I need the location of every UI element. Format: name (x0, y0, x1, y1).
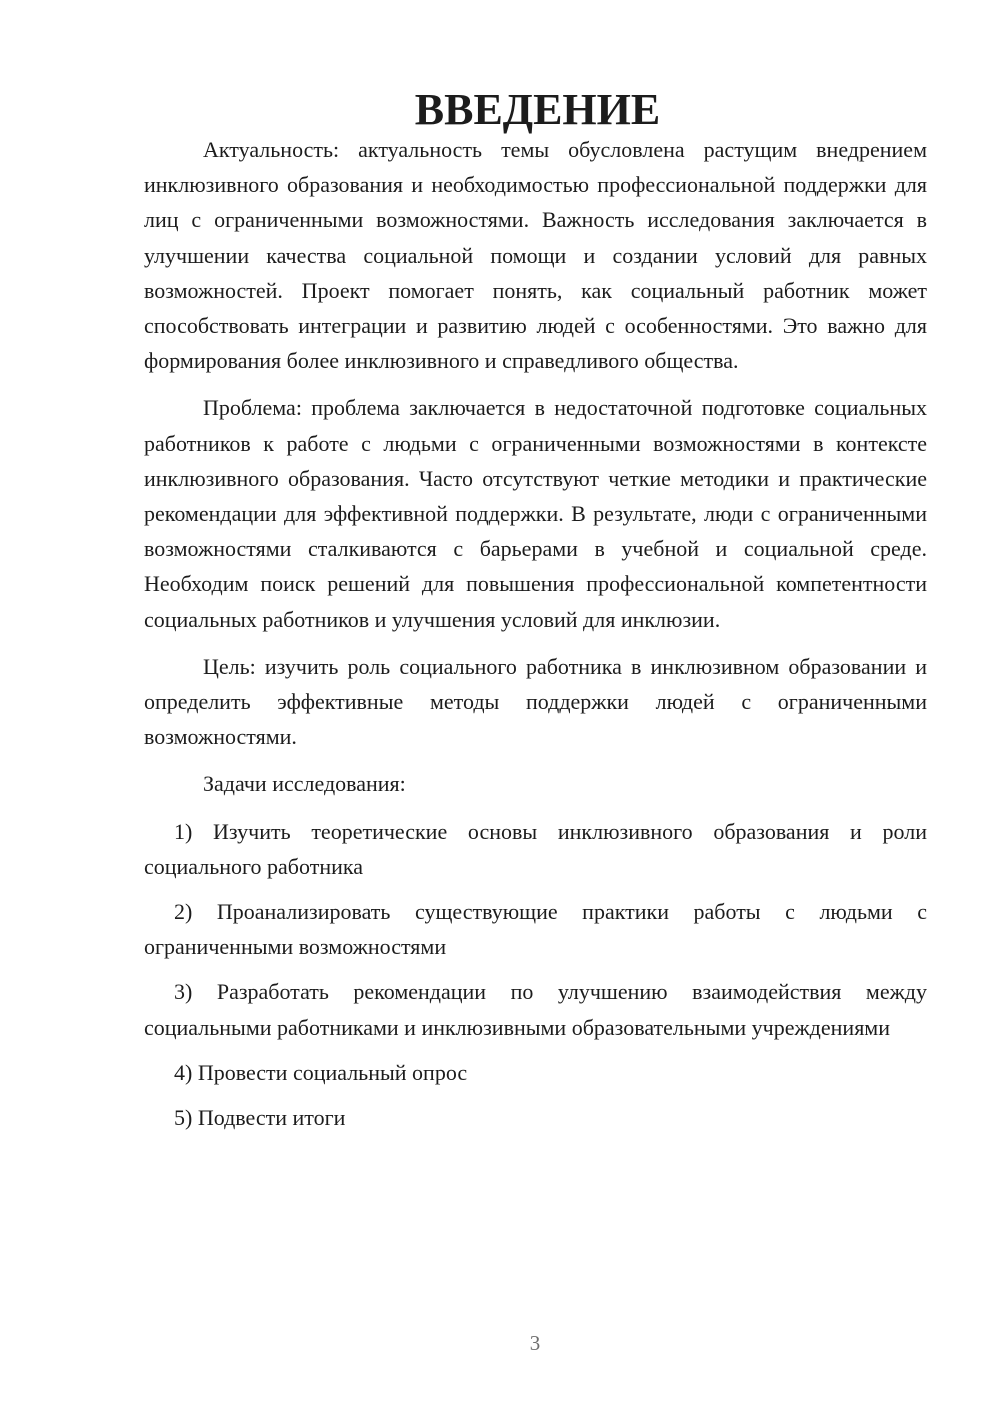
paragraph-goal: Цель: изучить роль социального работника в инклюзивном образовании и определить эффективные методы поддержки людей с ограниченными возможностями. (144, 653, 927, 750)
section-title: ВВЕДЕНИЕ (414, 85, 661, 134)
task-item-5: 5) Подвести итоги (174, 1105, 346, 1131)
task-item-1: 1) Изучить теоретические основы инклюзивного образования и роли социального работника (144, 818, 927, 879)
task-item-2: 2) Проанализировать существующие практики работы с людьми с ограниченными возможностями (144, 899, 927, 960)
task-item-4: 4) Провести социальный опрос (174, 1059, 468, 1085)
task-item-3: 3) Разработать рекомендации по улучшению взаимодействия между социальными работниками и инклюзивными образовательными учреждениями (144, 979, 927, 1040)
page-number: 3 (529, 1331, 541, 1355)
document-page (144, 85, 927, 1145)
paragraph-tasks-heading: Задачи исследования: (203, 771, 406, 797)
paragraph-problem: Проблема: проблема заключается в недостаточной подготовке социальных работников к работе с людьми с ограниченными возможностями в контексте инклюзивного образования. Часто отсутствуют четкие методики и практические рекомендации для эффективной поддержки. В результате, люди с ограниченными возможностями сталкиваются с барьерами в учебной и социальной среде. Необходим поиск решений для повышения профессиональной компетентности социальных работников и улучшения условий для инклюзии. (144, 395, 927, 632)
paragraph-relevance: Актуальность: актуальность темы обусловлена растущим внедрением инклюзивного образования и необходимостью профессиональной поддержки для лиц с ограниченными возможностями. Важность исследования заключается в улучшении качества социальной помощи и создании условий для равных возможностей. Проект помогает понять, как социальный работник может способствовать интеграции и развитию людей с особенностями. Это важно для формирования более инклюзивного и справедливого общества. (144, 137, 927, 374)
